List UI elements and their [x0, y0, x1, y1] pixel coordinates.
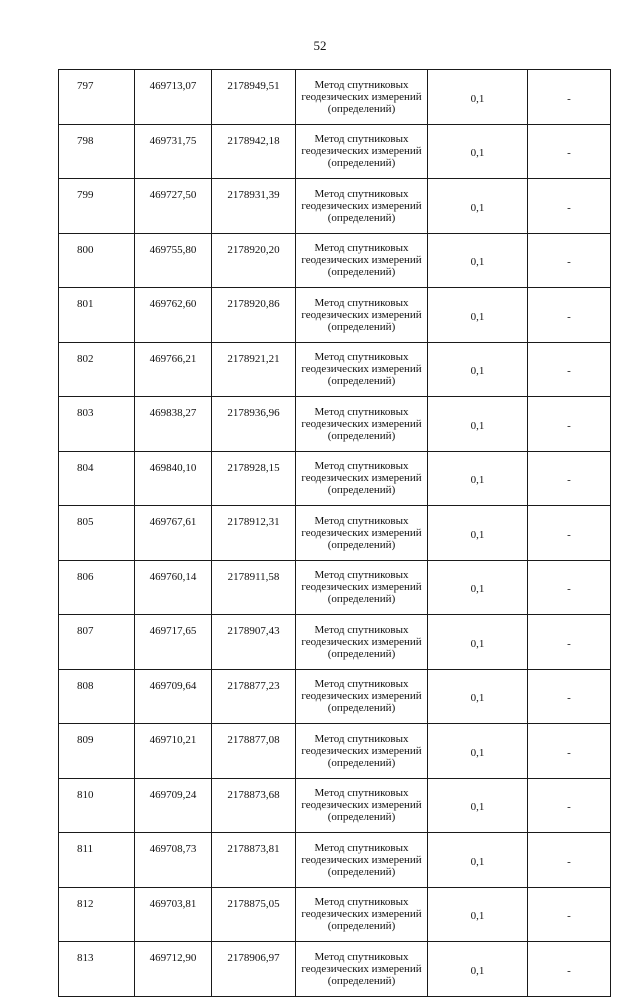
table-row [59, 615, 611, 670]
point-number-cell: 806 [59, 560, 135, 615]
method-text-line: (определений) [327, 865, 396, 878]
method-text-line: (определений) [327, 320, 396, 333]
accuracy-cell: 0,1 [428, 887, 528, 942]
y-coordinate-cell: 2178873,81 [212, 833, 296, 888]
x-coordinate-cell: 469709,64 [135, 669, 212, 724]
x-coordinate-cell: 469731,75 [135, 124, 212, 179]
method-text-line: Метод спутниковых [314, 351, 409, 364]
note-cell: - [528, 615, 611, 670]
method-text-line: геодезических измерений [301, 199, 422, 212]
coordinates-table-body [59, 70, 611, 997]
method-text-line: геодезических измерений [301, 254, 422, 267]
method-text-line: (определений) [327, 266, 396, 279]
method-text-line: Метод спутниковых [314, 133, 409, 146]
point-number-cell: 810 [59, 778, 135, 833]
x-coordinate-cell: 469709,24 [135, 778, 212, 833]
x-coordinate-cell: 469713,07 [135, 70, 212, 125]
table-row [59, 942, 611, 997]
method-cell [296, 342, 428, 397]
method-text-line: Метод спутниковых [314, 460, 409, 473]
method-text-line: Метод спутниковых [314, 569, 409, 582]
method-cell [296, 833, 428, 888]
method-text-line: Метод спутниковых [314, 296, 409, 309]
accuracy-cell: 0,1 [428, 233, 528, 288]
y-coordinate-cell: 2178920,20 [212, 233, 296, 288]
x-coordinate-cell: 469708,73 [135, 833, 212, 888]
method-cell [296, 70, 428, 125]
accuracy-cell: 0,1 [428, 342, 528, 397]
point-number-cell: 797 [59, 70, 135, 125]
accuracy-cell: 0,1 [428, 724, 528, 779]
table-row [59, 70, 611, 125]
method-cell [296, 233, 428, 288]
table-row [59, 124, 611, 179]
point-number-cell: 798 [59, 124, 135, 179]
method-text-line: (определений) [327, 756, 396, 769]
accuracy-cell: 0,1 [428, 560, 528, 615]
note-cell: - [528, 233, 611, 288]
page-number: 52 [313, 38, 327, 53]
method-text-line: (определений) [327, 647, 396, 660]
point-number-cell: 801 [59, 288, 135, 343]
method-text-line: геодезических измерений [301, 962, 422, 975]
method-text-line: Метод спутниковых [314, 78, 409, 91]
method-cell [296, 615, 428, 670]
table-row [59, 179, 611, 234]
point-number-cell: 804 [59, 451, 135, 506]
method-text-line: Метод спутниковых [314, 732, 409, 745]
y-coordinate-cell: 2178877,23 [212, 669, 296, 724]
x-coordinate-cell: 469762,60 [135, 288, 212, 343]
table-row [59, 833, 611, 888]
method-text-line: (определений) [327, 974, 396, 987]
method-text-line: геодезических измерений [301, 90, 422, 103]
method-cell [296, 451, 428, 506]
method-text-line: (определений) [327, 593, 396, 606]
method-text-line: геодезических измерений [301, 363, 422, 376]
point-number-cell: 803 [59, 397, 135, 452]
note-cell: - [528, 887, 611, 942]
method-text-line: Метод спутниковых [314, 405, 409, 418]
x-coordinate-cell: 469838,27 [135, 397, 212, 452]
x-coordinate-cell: 469717,65 [135, 615, 212, 670]
point-number-cell: 802 [59, 342, 135, 397]
point-number-cell: 812 [59, 887, 135, 942]
method-text-line: (определений) [327, 484, 396, 497]
method-cell [296, 179, 428, 234]
method-text-line: Метод спутниковых [314, 896, 409, 909]
point-number-cell: 811 [59, 833, 135, 888]
table-row [59, 669, 611, 724]
method-text-line: (определений) [327, 157, 396, 170]
method-text-line: Метод спутниковых [314, 950, 409, 963]
method-cell [296, 669, 428, 724]
accuracy-cell: 0,1 [428, 70, 528, 125]
point-number-cell: 809 [59, 724, 135, 779]
accuracy-cell: 0,1 [428, 506, 528, 561]
x-coordinate-cell: 469703,81 [135, 887, 212, 942]
point-number-cell: 808 [59, 669, 135, 724]
table-row [59, 397, 611, 452]
y-coordinate-cell: 2178949,51 [212, 70, 296, 125]
note-cell: - [528, 724, 611, 779]
method-text-line: Метод спутниковых [314, 678, 409, 691]
method-cell [296, 397, 428, 452]
method-text-line: геодезических измерений [301, 145, 422, 158]
point-number-cell: 799 [59, 179, 135, 234]
note-cell: - [528, 124, 611, 179]
method-text-line: геодезических измерений [301, 417, 422, 430]
table-row [59, 233, 611, 288]
method-text-line: (определений) [327, 375, 396, 388]
note-cell: - [528, 560, 611, 615]
y-coordinate-cell: 2178928,15 [212, 451, 296, 506]
note-cell: - [528, 942, 611, 997]
accuracy-cell: 0,1 [428, 615, 528, 670]
y-coordinate-cell: 2178877,08 [212, 724, 296, 779]
accuracy-cell: 0,1 [428, 669, 528, 724]
x-coordinate-cell: 469710,21 [135, 724, 212, 779]
table-row [59, 778, 611, 833]
method-text-line: геодезических измерений [301, 472, 422, 485]
method-text-line: (определений) [327, 102, 396, 115]
y-coordinate-cell: 2178931,39 [212, 179, 296, 234]
method-text-line: геодезических измерений [301, 635, 422, 648]
method-text-line: (определений) [327, 920, 396, 933]
method-text-line: геодезических измерений [301, 853, 422, 866]
note-cell: - [528, 506, 611, 561]
coordinates-table [58, 69, 611, 997]
method-text-line: геодезических измерений [301, 526, 422, 539]
table-row [59, 887, 611, 942]
point-number-cell: 805 [59, 506, 135, 561]
method-text-line: (определений) [327, 211, 396, 224]
table-row [59, 451, 611, 506]
y-coordinate-cell: 2178936,96 [212, 397, 296, 452]
method-text-line: Метод спутниковых [314, 787, 409, 800]
method-text-line: Метод спутниковых [314, 514, 409, 527]
note-cell: - [528, 288, 611, 343]
note-cell: - [528, 397, 611, 452]
method-text-line: Метод спутниковых [314, 187, 409, 200]
note-cell: - [528, 669, 611, 724]
method-cell [296, 560, 428, 615]
point-number-cell: 800 [59, 233, 135, 288]
method-text-line: Метод спутниковых [314, 841, 409, 854]
accuracy-cell: 0,1 [428, 397, 528, 452]
note-cell: - [528, 451, 611, 506]
accuracy-cell: 0,1 [428, 833, 528, 888]
method-cell [296, 506, 428, 561]
x-coordinate-cell: 469727,50 [135, 179, 212, 234]
method-text-line: геодезических измерений [301, 908, 422, 921]
table-row [59, 724, 611, 779]
method-cell [296, 288, 428, 343]
method-text-line: геодезических измерений [301, 581, 422, 594]
method-cell [296, 887, 428, 942]
accuracy-cell: 0,1 [428, 451, 528, 506]
point-number-cell: 807 [59, 615, 135, 670]
x-coordinate-cell: 469767,61 [135, 506, 212, 561]
y-coordinate-cell: 2178942,18 [212, 124, 296, 179]
y-coordinate-cell: 2178907,43 [212, 615, 296, 670]
note-cell: - [528, 179, 611, 234]
method-text-line: (определений) [327, 702, 396, 715]
note-cell: - [528, 778, 611, 833]
method-text-line: геодезических измерений [301, 308, 422, 321]
method-text-line: геодезических измерений [301, 799, 422, 812]
y-coordinate-cell: 2178875,05 [212, 887, 296, 942]
note-cell: - [528, 833, 611, 888]
accuracy-cell: 0,1 [428, 124, 528, 179]
method-text-line: геодезических измерений [301, 690, 422, 703]
note-cell: - [528, 342, 611, 397]
y-coordinate-cell: 2178912,31 [212, 506, 296, 561]
y-coordinate-cell: 2178873,68 [212, 778, 296, 833]
y-coordinate-cell: 2178906,97 [212, 942, 296, 997]
x-coordinate-cell: 469755,80 [135, 233, 212, 288]
x-coordinate-cell: 469766,21 [135, 342, 212, 397]
x-coordinate-cell: 469760,14 [135, 560, 212, 615]
table-row [59, 342, 611, 397]
method-text-line: (определений) [327, 429, 396, 442]
method-text-line: Метод спутниковых [314, 623, 409, 636]
accuracy-cell: 0,1 [428, 778, 528, 833]
method-text-line: геодезических измерений [301, 744, 422, 757]
accuracy-cell: 0,1 [428, 288, 528, 343]
method-text-line: (определений) [327, 811, 396, 824]
table-row [59, 506, 611, 561]
accuracy-cell: 0,1 [428, 179, 528, 234]
table-row [59, 288, 611, 343]
x-coordinate-cell: 469712,90 [135, 942, 212, 997]
x-coordinate-cell: 469840,10 [135, 451, 212, 506]
method-cell [296, 942, 428, 997]
y-coordinate-cell: 2178920,86 [212, 288, 296, 343]
accuracy-cell: 0,1 [428, 942, 528, 997]
table-row [59, 560, 611, 615]
method-text-line: (определений) [327, 538, 396, 551]
method-cell [296, 778, 428, 833]
point-number-cell: 813 [59, 942, 135, 997]
y-coordinate-cell: 2178911,58 [212, 560, 296, 615]
method-text-line: Метод спутниковых [314, 242, 409, 255]
y-coordinate-cell: 2178921,21 [212, 342, 296, 397]
note-cell: - [528, 70, 611, 125]
method-cell [296, 124, 428, 179]
method-cell [296, 724, 428, 779]
